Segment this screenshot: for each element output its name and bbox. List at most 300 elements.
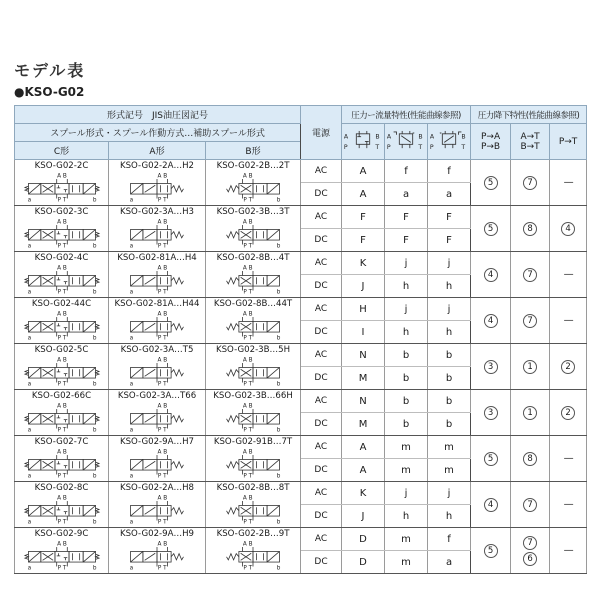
flow-char-value: f xyxy=(385,160,428,183)
svg-text:A B: A B xyxy=(157,173,168,180)
flow-char-value: j xyxy=(385,482,428,505)
svg-text:a: a xyxy=(129,335,134,340)
svg-text:A B: A B xyxy=(242,541,253,548)
flow-char-value: F xyxy=(385,229,428,252)
valve-symbol-c xyxy=(17,448,107,478)
svg-text:a: a xyxy=(27,289,31,294)
model-code: KSO-G02-8B…44T xyxy=(213,299,293,309)
valve-symbol-a xyxy=(112,402,202,432)
svg-text:A B: A B xyxy=(56,173,67,180)
model-code: KSO-G02-2B…2T xyxy=(216,161,290,171)
pressure-drop-cell xyxy=(550,160,587,206)
power-type-label: AC xyxy=(301,298,342,321)
circled-number: 5 xyxy=(484,222,498,236)
svg-text:b: b xyxy=(276,243,281,248)
svg-text:A B: A B xyxy=(56,541,67,548)
svg-text:a: a xyxy=(129,519,134,524)
model-code: KSO-G02-9A…H7 xyxy=(119,437,195,447)
flow-char-value: A xyxy=(342,160,385,183)
flow-char-value: J xyxy=(342,275,385,298)
svg-text:A B: A B xyxy=(157,449,168,456)
flow-char-value: m xyxy=(428,436,471,459)
power-type-label: DC xyxy=(301,367,342,390)
svg-text:P T: P T xyxy=(243,335,253,340)
circled-number: 3 xyxy=(484,406,498,420)
valve-symbol-b xyxy=(208,402,298,432)
model-code: KSO-G02-7C xyxy=(34,437,89,447)
drop-col-pa-pb xyxy=(471,124,511,160)
svg-text:a: a xyxy=(129,381,134,386)
pressure-drop-cell xyxy=(511,436,550,482)
circled-number: 4 xyxy=(484,498,498,512)
svg-text:A B: A B xyxy=(242,173,253,180)
circled-number: 7 xyxy=(523,498,537,512)
model-cell xyxy=(15,252,109,298)
model-cell xyxy=(206,252,301,298)
circled-number: 4 xyxy=(484,314,498,328)
svg-text:b: b xyxy=(92,381,96,386)
mini-valve-icon xyxy=(342,130,384,151)
svg-text:P T: P T xyxy=(243,473,253,478)
model-cell xyxy=(15,390,109,436)
model-code: KSO-G02-3A…T66 xyxy=(117,391,197,401)
flow-char-value: h xyxy=(385,321,428,344)
flow-char-value: A xyxy=(342,183,385,206)
svg-text:b: b xyxy=(92,335,96,340)
svg-text:P T: P T xyxy=(157,565,167,570)
flow-char-value: F xyxy=(428,229,471,252)
svg-text:A B: A B xyxy=(157,403,168,410)
valve-symbol-a xyxy=(112,264,202,294)
flow-char-value: I xyxy=(342,321,385,344)
model-cell xyxy=(109,390,206,436)
drop-col-line: P→B xyxy=(480,141,501,152)
flow-char-value: h xyxy=(385,275,428,298)
mini-valve-icon xyxy=(385,130,427,151)
flow-char-value: D xyxy=(342,528,385,551)
pressure-drop-cell xyxy=(511,298,550,344)
model-code: KSO-G02-3B…66H xyxy=(213,391,293,401)
power-type-label: DC xyxy=(301,321,342,344)
svg-text:A B: A B xyxy=(242,357,253,364)
model-code: KSO-G02-81A…H4 xyxy=(117,253,197,263)
power-type-label: AC xyxy=(301,528,342,551)
svg-text:P T: P T xyxy=(57,289,66,294)
svg-text:P T: P T xyxy=(157,427,167,432)
model-cell xyxy=(109,298,206,344)
flow-char-value: b xyxy=(385,390,428,413)
pressure-drop-cell xyxy=(550,252,587,298)
svg-text:A B: A B xyxy=(242,311,253,318)
model-cell xyxy=(206,206,301,252)
power-type-label: DC xyxy=(301,229,342,252)
valve-symbol-a xyxy=(112,494,202,524)
pressure-drop-cell xyxy=(511,528,550,574)
svg-text:P T: P T xyxy=(243,565,253,570)
svg-text:P T: P T xyxy=(243,197,253,202)
svg-text:P: P xyxy=(343,143,348,151)
svg-text:A B: A B xyxy=(56,265,67,272)
pressure-drop-cell xyxy=(471,160,511,206)
model-cell xyxy=(15,436,109,482)
valve-symbol-b xyxy=(208,494,298,524)
flow-char-value: a xyxy=(428,183,471,206)
mini-valve-icon xyxy=(428,130,470,151)
model-cell xyxy=(15,528,109,574)
flow-char-value: K xyxy=(342,482,385,505)
circled-number: 5 xyxy=(484,544,498,558)
svg-text:A B: A B xyxy=(157,541,168,548)
svg-text:a: a xyxy=(129,473,134,478)
flow-char-value: b xyxy=(428,367,471,390)
flow-char-value: h xyxy=(428,505,471,528)
svg-text:A B: A B xyxy=(157,265,168,272)
svg-text:P T: P T xyxy=(157,243,167,248)
model-code: KSO-G02-3B…3T xyxy=(216,207,290,217)
svg-text:T: T xyxy=(461,143,466,151)
svg-text:P: P xyxy=(429,143,434,151)
svg-text:b: b xyxy=(92,427,96,432)
flow-char-value: M xyxy=(342,413,385,436)
flow-char-value: b xyxy=(428,390,471,413)
model-cell xyxy=(109,528,206,574)
drop-header: 圧力降下特性(性能曲線参照) xyxy=(471,106,587,124)
model-cell xyxy=(15,298,109,344)
model-cell xyxy=(109,206,206,252)
svg-text:P T: P T xyxy=(157,473,167,478)
svg-text:T: T xyxy=(418,143,423,151)
power-type-label: AC xyxy=(301,482,342,505)
svg-text:a: a xyxy=(27,243,31,248)
model-cell xyxy=(109,160,206,206)
power-type-label: AC xyxy=(301,252,342,275)
flow-char-value: j xyxy=(428,252,471,275)
valve-symbol-b xyxy=(208,264,298,294)
power-type-label: AC xyxy=(301,436,342,459)
svg-text:A B: A B xyxy=(157,219,168,226)
power-type-label: AC xyxy=(301,206,342,229)
model-code: KSO-G02-3B…5H xyxy=(215,345,291,355)
svg-text:*: * xyxy=(439,132,442,138)
svg-text:P: P xyxy=(386,143,391,151)
drop-col-at-bt xyxy=(511,124,550,160)
flow-char-value: D xyxy=(342,551,385,574)
flow-char-value: F xyxy=(385,206,428,229)
svg-text:P T: P T xyxy=(157,197,167,202)
valve-symbol-b xyxy=(208,172,298,202)
power-type-label: DC xyxy=(301,459,342,482)
flow-char-value: j xyxy=(428,482,471,505)
circled-number: 5 xyxy=(484,176,498,190)
power-type-label: DC xyxy=(301,275,342,298)
svg-text:B: B xyxy=(418,133,423,141)
circled-number: 5 xyxy=(484,452,498,466)
model-cell xyxy=(206,528,301,574)
flow-char-value: M xyxy=(342,367,385,390)
flow-char-value: j xyxy=(385,252,428,275)
flow-char-value: K xyxy=(342,252,385,275)
flow-char-value: A xyxy=(342,436,385,459)
model-code: KSO-G02-2A…H8 xyxy=(119,483,195,493)
svg-text:P T: P T xyxy=(243,381,253,386)
svg-text:T: T xyxy=(375,143,380,151)
power-type-label: AC xyxy=(301,390,342,413)
pressure-drop-cell xyxy=(471,344,511,390)
valve-symbol-a xyxy=(112,540,202,570)
pressure-drop-cell xyxy=(471,528,511,574)
power-type-label: DC xyxy=(301,413,342,436)
svg-text:b: b xyxy=(92,197,96,202)
flow-char-value: h xyxy=(428,275,471,298)
model-code: KSO-G02-2A…H2 xyxy=(119,161,195,171)
drop-col-pt xyxy=(550,124,587,160)
svg-text:b: b xyxy=(276,427,281,432)
flow-char-value: b xyxy=(428,344,471,367)
svg-text:A B: A B xyxy=(242,449,253,456)
valve-symbol-a xyxy=(112,448,202,478)
flow-char-value: m xyxy=(385,436,428,459)
circled-number: 6 xyxy=(523,552,537,566)
svg-text:P T: P T xyxy=(57,381,66,386)
svg-text:A B: A B xyxy=(56,311,67,318)
model-code: KSO-G02-81A…H44 xyxy=(114,299,200,309)
svg-text:a: a xyxy=(129,243,134,248)
valve-symbol-a xyxy=(112,310,202,340)
model-cell xyxy=(206,298,301,344)
dash-value: — xyxy=(563,315,573,326)
pressure-drop-cell xyxy=(550,390,587,436)
flow-char-value: h xyxy=(428,321,471,344)
svg-text:a: a xyxy=(129,197,134,202)
dash-value: — xyxy=(563,545,573,556)
power-header: 電源 xyxy=(301,106,342,160)
svg-text:a: a xyxy=(129,289,134,294)
model-cell xyxy=(109,252,206,298)
svg-text:P T: P T xyxy=(57,519,66,524)
svg-text:a: a xyxy=(129,427,134,432)
flow-char-value: f xyxy=(428,528,471,551)
svg-text:b: b xyxy=(276,519,281,524)
valve-symbol-c xyxy=(17,494,107,524)
valve-center-closed-icon xyxy=(342,124,385,160)
model-cell xyxy=(15,206,109,252)
model-cell xyxy=(206,344,301,390)
drop-col-line: P→T xyxy=(558,136,578,147)
model-code: KSO-G02-2C xyxy=(34,161,89,171)
pressure-drop-cell xyxy=(471,390,511,436)
model-table xyxy=(14,105,587,574)
model-code: KSO-G02-3C xyxy=(34,207,89,217)
flow-char-value: a xyxy=(385,183,428,206)
model-cell xyxy=(109,436,206,482)
flow-char-value: b xyxy=(385,344,428,367)
pressure-drop-cell xyxy=(511,160,550,206)
svg-text:a: a xyxy=(27,335,31,340)
circled-number: 7 xyxy=(523,536,537,550)
flow-char-value: m xyxy=(385,459,428,482)
svg-text:P T: P T xyxy=(157,519,167,524)
drop-col-line: B→T xyxy=(520,141,540,152)
model-cell xyxy=(206,160,301,206)
pressure-drop-cell xyxy=(550,482,587,528)
flow-char-value: F xyxy=(342,229,385,252)
drop-col-line: A→T xyxy=(520,131,540,142)
circled-number: 7 xyxy=(523,176,537,190)
valve-symbol-b xyxy=(208,218,298,248)
svg-text:b: b xyxy=(276,335,281,340)
flow-header: 圧力ー流量特性(性能曲線参照) xyxy=(342,106,471,124)
series-label: ●KSO-G02 xyxy=(14,85,85,99)
flow-char-value: m xyxy=(428,459,471,482)
spool-header: スプール形式・スプール作動方式…補助スプール形式 xyxy=(15,124,301,142)
circled-number: 4 xyxy=(561,222,575,236)
svg-text:P T: P T xyxy=(243,289,253,294)
flow-char-value: N xyxy=(342,344,385,367)
pressure-drop-cell xyxy=(550,344,587,390)
svg-text:A B: A B xyxy=(157,357,168,364)
svg-text:A B: A B xyxy=(242,265,253,272)
pressure-drop-cell xyxy=(471,482,511,528)
circled-number: 2 xyxy=(561,406,575,420)
svg-text:A B: A B xyxy=(56,403,67,410)
svg-text:b: b xyxy=(276,289,281,294)
pressure-drop-cell xyxy=(471,252,511,298)
flow-char-value: m xyxy=(385,528,428,551)
flow-char-value: f xyxy=(428,160,471,183)
pressure-drop-cell xyxy=(550,298,587,344)
pressure-drop-cell xyxy=(471,206,511,252)
model-code: KSO-G02-4C xyxy=(34,253,89,263)
page-title: モデル表 xyxy=(14,61,86,80)
valve-symbol-a xyxy=(112,172,202,202)
valve-right-offset-icon xyxy=(428,124,471,160)
svg-text:b: b xyxy=(276,565,281,570)
dash-value: — xyxy=(563,269,573,280)
model-code: KSO-G02-66C xyxy=(31,391,92,401)
svg-text:P T: P T xyxy=(157,289,167,294)
flow-char-value: j xyxy=(385,298,428,321)
pressure-drop-cell xyxy=(550,436,587,482)
flow-char-value: H xyxy=(342,298,385,321)
model-code: KSO-G02-2B…9T xyxy=(216,529,290,539)
flow-char-value: a xyxy=(428,551,471,574)
pressure-drop-cell xyxy=(511,390,550,436)
pressure-drop-cell xyxy=(511,252,550,298)
power-type-label: AC xyxy=(301,344,342,367)
model-code: KSO-G02-8C xyxy=(34,483,89,493)
model-code: KSO-G02-44C xyxy=(31,299,92,309)
svg-text:b: b xyxy=(276,473,281,478)
model-code: KSO-G02-3A…H3 xyxy=(119,207,195,217)
circled-number: 3 xyxy=(484,360,498,374)
circled-number: 7 xyxy=(523,314,537,328)
model-cell xyxy=(15,160,109,206)
svg-text:P T: P T xyxy=(57,473,66,478)
circled-number: 7 xyxy=(523,268,537,282)
svg-text:a: a xyxy=(27,565,31,570)
svg-text:P T: P T xyxy=(157,381,167,386)
svg-text:a: a xyxy=(27,519,31,524)
model-cell xyxy=(109,482,206,528)
form-col-c: C形 xyxy=(15,142,109,160)
svg-text:A: A xyxy=(343,133,349,141)
flow-char-value: A xyxy=(342,459,385,482)
valve-symbol-c xyxy=(17,264,107,294)
circled-number: 1 xyxy=(523,406,537,420)
svg-text:P T: P T xyxy=(243,519,253,524)
flow-char-value: b xyxy=(385,413,428,436)
flow-char-value: m xyxy=(385,551,428,574)
circled-number: 4 xyxy=(484,268,498,282)
svg-text:A B: A B xyxy=(157,495,168,502)
svg-text:P T: P T xyxy=(57,335,66,340)
flow-char-value: J xyxy=(342,505,385,528)
model-cell xyxy=(15,482,109,528)
model-cell xyxy=(206,482,301,528)
svg-text:P T: P T xyxy=(243,243,253,248)
model-cell xyxy=(206,436,301,482)
svg-text:A: A xyxy=(429,133,435,141)
svg-text:B: B xyxy=(461,133,466,141)
svg-text:P T: P T xyxy=(57,243,66,248)
flow-char-value: N xyxy=(342,390,385,413)
valve-symbol-a xyxy=(112,218,202,248)
model-code: KSO-G02-8B…4T xyxy=(216,253,290,263)
svg-text:a: a xyxy=(27,473,31,478)
drop-col-line: P→A xyxy=(480,131,501,142)
svg-text:A B: A B xyxy=(242,219,253,226)
power-type-label: AC xyxy=(301,160,342,183)
svg-text:b: b xyxy=(276,197,281,202)
svg-text:A B: A B xyxy=(56,219,67,226)
svg-text:A B: A B xyxy=(56,449,67,456)
circled-number: 1 xyxy=(523,360,537,374)
svg-text:P T: P T xyxy=(243,427,253,432)
svg-text:B: B xyxy=(375,133,380,141)
power-type-label: DC xyxy=(301,551,342,574)
flow-char-value: F xyxy=(342,206,385,229)
svg-text:P T: P T xyxy=(57,565,66,570)
valve-symbol-c xyxy=(17,356,107,386)
svg-text:a: a xyxy=(27,381,31,386)
power-type-label: DC xyxy=(301,183,342,206)
svg-text:a: a xyxy=(27,427,31,432)
svg-text:A B: A B xyxy=(242,495,253,502)
svg-text:b: b xyxy=(276,381,281,386)
pressure-drop-cell xyxy=(471,298,511,344)
form-col-b: B形 xyxy=(206,142,301,160)
svg-text:A B: A B xyxy=(157,311,168,318)
svg-text:P T: P T xyxy=(57,197,66,202)
circled-number: 8 xyxy=(523,222,537,236)
svg-text:P T: P T xyxy=(57,427,66,432)
pressure-drop-cell xyxy=(550,528,587,574)
valve-symbol-c xyxy=(17,218,107,248)
pressure-drop-cell xyxy=(511,206,550,252)
svg-text:b: b xyxy=(92,243,96,248)
valve-symbol-c xyxy=(17,402,107,432)
model-code: KSO-G02-9C xyxy=(34,529,89,539)
flow-char-value: h xyxy=(385,505,428,528)
valve-symbol-c xyxy=(17,310,107,340)
model-code: KSO-G02-8B…8T xyxy=(216,483,290,493)
circled-number: 8 xyxy=(523,452,537,466)
pressure-drop-cell xyxy=(511,482,550,528)
valve-symbol-a xyxy=(112,356,202,386)
model-code: KSO-G02-91B…7T xyxy=(213,437,293,447)
flow-char-value: F xyxy=(428,206,471,229)
dash-value: — xyxy=(563,499,573,510)
